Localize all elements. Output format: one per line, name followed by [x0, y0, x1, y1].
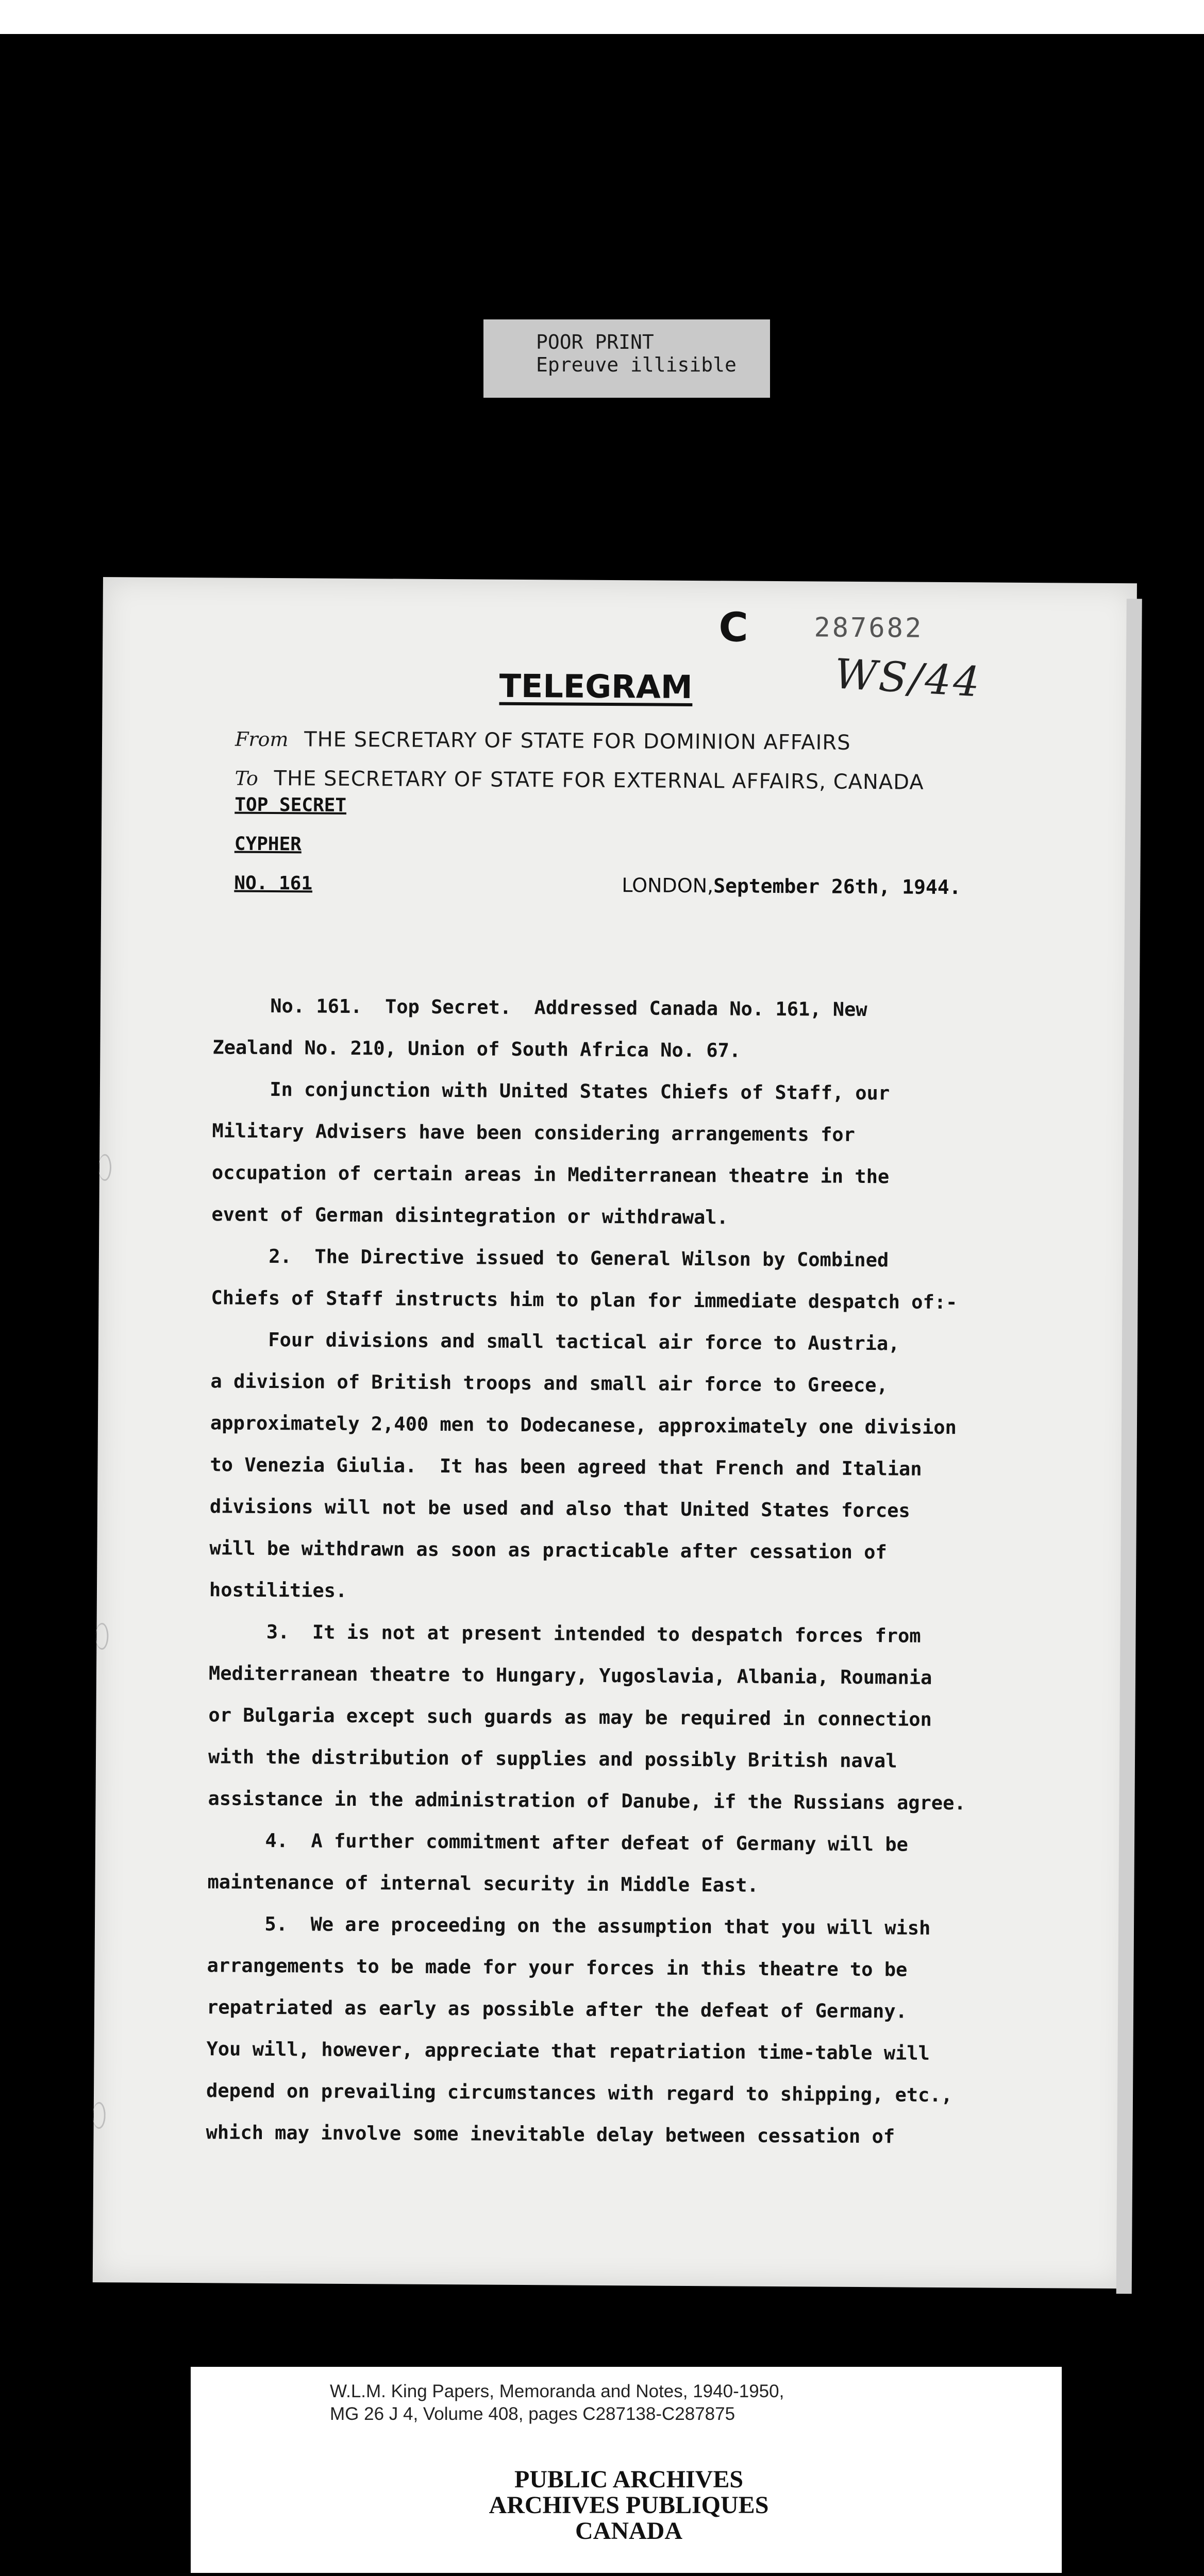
handwritten-reference: WS/44 — [833, 650, 983, 706]
telegram-number: NO. 161 — [234, 872, 313, 894]
to-label: To — [235, 767, 259, 790]
poor-print-stamp — [483, 319, 770, 398]
body-line: No. 161. Top Secret. Addressed Canada No. 161, New — [212, 994, 867, 1021]
classification: TOP SECRET — [235, 794, 347, 816]
body-line: Chiefs of Staff instructs him to plan for immediate despatch of:- — [211, 1286, 958, 1314]
body-line: repatriated as early as possible after the defeat of Germany. — [206, 1996, 907, 2023]
body-line: which may involve some inevitable delay between cessation of — [206, 2121, 895, 2148]
body-line: Mediterranean theatre to Hungary, Yugoslavia, Albania, Roumania — [208, 1662, 932, 1689]
body-line: will be withdrawn as soon as practicable after cessation of — [209, 1537, 887, 1564]
punch-hole — [98, 1154, 111, 1181]
document-title: TELEGRAM — [499, 667, 693, 706]
archive-name-line: ARCHIVES PUBLIQUES — [489, 2492, 769, 2519]
dateline — [622, 874, 961, 899]
body-line: arrangements to be made for your forces in this theatre to be — [207, 1954, 908, 1981]
body-line: 2. The Directive issued to General Wilson by Combined — [211, 1245, 889, 1272]
body-line: a division of British troops and small air force to Greece, — [210, 1370, 888, 1397]
body-line: In conjunction with United States Chiefs of Staff, our — [212, 1078, 890, 1105]
citation-line: MG 26 J 4, Volume 408, pages C287138-C287875 — [330, 2404, 735, 2424]
body-line: or Bulgaria except such guards as may be required in connection — [208, 1704, 932, 1731]
stamp-letter: C — [718, 604, 748, 651]
to-value: THE SECRETARY OF STATE FOR EXTERNAL AFFAIRS, CANADA — [274, 767, 924, 794]
body-line: 5. We are proceeding on the assumption that you will wish — [207, 1912, 931, 1939]
citation-line: W.L.M. King Papers, Memoranda and Notes, 1940-1950, — [330, 2381, 784, 2401]
body-line: maintenance of internal security in Middle East. — [207, 1871, 759, 1896]
from-line — [235, 727, 851, 755]
body-line: to Venezia Giulia. It has been agreed that French and Italian — [210, 1453, 922, 1480]
page-number: 287682 — [814, 612, 924, 644]
body-line: You will, however, appreciate that repatriation time-table will — [206, 2038, 930, 2064]
body-line: 3. It is not at present intended to despatch forces from — [209, 1620, 921, 1647]
archive-name-line: PUBLIC ARCHIVES — [514, 2466, 744, 2493]
body-line: depend on prevailing circumstances with regard to shipping, etc., — [206, 2079, 953, 2107]
body-line: approximately 2,400 men to Dodecanese, approximately one division — [210, 1412, 957, 1439]
cipher-marking: CYPHER — [234, 833, 302, 855]
body-line: occupation of certain areas in Mediterranean theatre in the — [211, 1161, 890, 1188]
body-line: assistance in the administration of Danube, if the Russians agree. — [208, 1787, 966, 1815]
body-line: divisions will not be used and also that United States forces — [209, 1495, 910, 1522]
body-line: with the distribution of supplies and possibly British naval — [208, 1745, 897, 1772]
archive-name — [330, 2467, 928, 2544]
telegram-body — [206, 985, 1130, 2159]
from-label: From — [235, 727, 289, 751]
body-line: event of German disintegration or withdrawal. — [211, 1203, 728, 1229]
to-line — [235, 767, 924, 794]
dateline-place: LONDON, — [622, 874, 714, 897]
telegram-page — [93, 577, 1137, 2289]
body-line: hostilities. — [209, 1579, 347, 1602]
poor-print-line-en: POOR PRINT — [536, 331, 654, 353]
body-line: 4. A further commitment after defeat of Germany will be — [207, 1829, 908, 1856]
poor-print-line-fr: Epreuve illisible — [536, 353, 737, 376]
punch-hole — [95, 1623, 108, 1650]
archive-name-line: CANADA — [575, 2517, 682, 2545]
dateline-date: September 26th, 1944. — [713, 874, 961, 899]
punch-hole — [93, 2102, 106, 2129]
body-line: Zealand No. 210, Union of South Africa No. 67. — [212, 1036, 741, 1062]
body-line: Military Advisers have been considering arrangements for — [212, 1120, 855, 1146]
from-value: THE SECRETARY OF STATE FOR DOMINION AFFAIRS — [304, 727, 851, 755]
body-line: Four divisions and small tactical air force to Austria, — [210, 1328, 900, 1355]
archive-citation — [330, 2380, 928, 2426]
